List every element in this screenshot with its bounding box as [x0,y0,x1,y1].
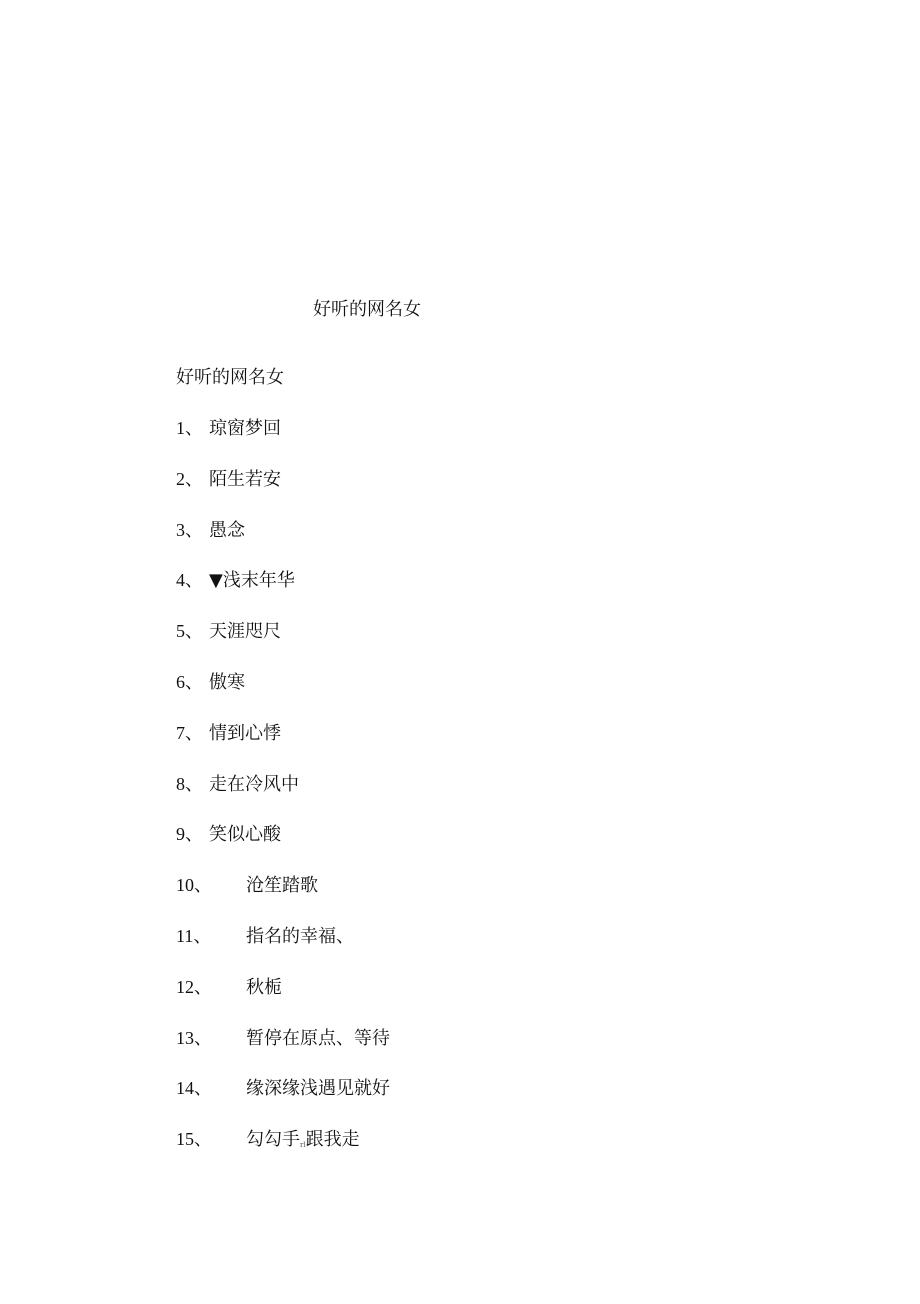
item-text [209,617,281,643]
item-text [246,871,318,897]
item-text [246,1125,360,1151]
item-text-main: 暂停在原点、等待 [246,1027,390,1049]
item-text-main: 沧笙踏歌 [246,875,318,897]
item-text-after: 跟我走 [305,1129,360,1151]
item-number: 14、 [176,1078,212,1099]
item-number: 13、 [176,1027,212,1048]
item-number: 11、 [176,926,212,946]
item-text [246,973,282,999]
item-text [209,414,281,440]
document-title: 好听的网名女 [313,299,421,320]
item-number: 12、 [176,976,212,997]
item-text-main: 笑似心酸 [209,824,281,846]
item-number: 1、 [176,418,203,438]
item-number: 4、 [176,570,203,591]
item-text-main: 愚念 [209,519,245,541]
item-text [209,719,281,745]
item-text-main: 走在冷风中 [209,773,299,795]
item-text [246,1074,390,1100]
item-text [209,820,281,846]
item-text [209,770,299,796]
item-number: 15、 [176,1129,212,1150]
item-text [209,668,245,694]
item-number: 7、 [176,722,203,743]
item-text-main: 琼窗梦回 [209,418,281,439]
item-number: 10、 [176,875,212,896]
item-text [246,922,354,948]
item-number: 6、 [176,672,203,692]
item-text-main: 陌生若安 [209,468,281,490]
item-text-main: 秋栀 [246,976,282,998]
item-number: 5、 [176,621,203,642]
item-text [209,516,245,542]
item-text-main: 勾勾手 [246,1129,300,1151]
item-text-main: 情到心悸 [209,722,281,744]
item-text-main: 指名的幸福、 [246,926,354,947]
item-text [209,465,281,491]
item-text-main: 天涯咫尺 [209,621,281,643]
item-number: 2、 [176,468,203,489]
item-text [246,1024,390,1050]
item-text-mark: rl [300,1141,306,1150]
item-text-main: 缘深缘浅遇见就好 [246,1078,390,1100]
item-number: 3、 [176,519,203,540]
document-subtitle: 好听的网名女 [176,367,284,388]
item-text-main: 傲寒 [209,672,245,693]
item-number: 8、 [176,773,203,794]
item-text-main: ▼浅末年华 [209,570,295,592]
item-number: 9、 [176,824,203,845]
item-text [209,566,295,592]
